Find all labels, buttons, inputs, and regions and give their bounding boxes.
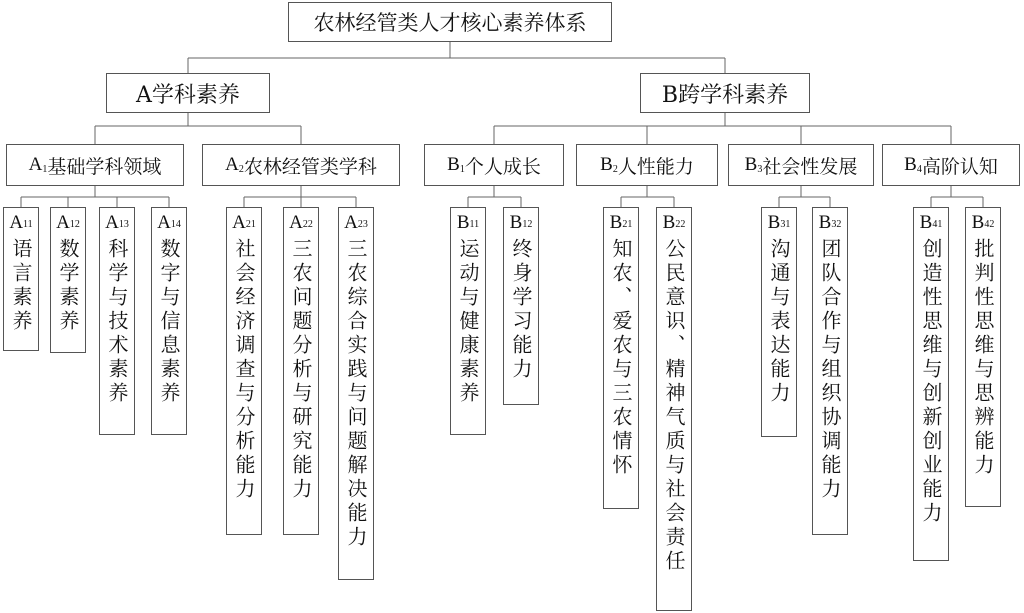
node-a2 <box>202 144 400 186</box>
node-a11-sub: 11 <box>23 219 33 230</box>
node-a14 <box>151 207 187 435</box>
node-b32-sub: 32 <box>831 219 842 230</box>
node-b3 <box>728 144 874 186</box>
node-b1-sub: 1 <box>459 164 465 175</box>
node-b22-letter: B <box>662 212 676 233</box>
node-b3-letter: B <box>744 154 758 175</box>
node-a12-sub: 12 <box>69 219 80 230</box>
node-a21-sub: 21 <box>245 219 256 230</box>
node-b21-letter: B <box>609 212 623 233</box>
node-a22-letter: A <box>289 212 303 233</box>
node-b11-sub: 11 <box>469 219 480 230</box>
node-a14-text: 数字与信息素养 <box>157 238 181 406</box>
node-b3-label: 社会性发展 <box>762 155 858 178</box>
node-b11-text: 运动与健康素养 <box>456 238 480 406</box>
node-a-label: A学科素养 <box>136 82 240 108</box>
node-b4-sub: 4 <box>916 164 922 175</box>
node-b4 <box>882 144 1020 186</box>
node-a23-sub: 23 <box>357 219 368 230</box>
node-b2 <box>576 144 718 186</box>
node-a11-letter: A <box>9 212 24 233</box>
node-b11 <box>450 207 486 435</box>
node-a14-letter: A <box>157 212 171 233</box>
node-a22-sub: 22 <box>302 219 313 230</box>
node-a23-letter: A <box>344 212 358 233</box>
node-a22 <box>283 207 319 535</box>
node-b3-sub: 3 <box>757 164 763 175</box>
node-b32 <box>812 207 848 535</box>
node-b42 <box>965 207 1001 507</box>
node-b41-text: 创造性思维与创新创业能力 <box>919 238 943 526</box>
node-a2-sub: 2 <box>238 164 244 175</box>
node-b12-letter: B <box>509 212 523 233</box>
node-a21 <box>226 207 262 535</box>
node-a1-label: 基础学科领域 <box>47 155 162 178</box>
node-b1-letter: B <box>447 154 460 175</box>
node-b21 <box>603 207 639 509</box>
node-b-label: B跨学科素养 <box>661 82 789 108</box>
node-a12-text: 数学素养 <box>56 238 80 334</box>
node-b31-sub: 31 <box>780 219 791 230</box>
node-a2-letter: A <box>225 154 239 175</box>
node-b21-text: 知农、爱农与三农情怀 <box>609 238 633 478</box>
node-a13 <box>99 207 135 435</box>
node-b2-label: 人性能力 <box>617 155 694 178</box>
node-a <box>106 73 270 113</box>
node-a14-sub: 14 <box>170 219 181 230</box>
node-a21-text: 社会经济调查与分析能力 <box>232 238 256 502</box>
node-a1 <box>6 144 184 186</box>
node-b32-letter: B <box>818 212 832 233</box>
node-b31 <box>761 207 797 437</box>
node-a11 <box>3 207 39 351</box>
node-a23 <box>338 207 374 580</box>
node-b12-sub: 12 <box>522 219 533 230</box>
node-a2-label: 农林经管类学科 <box>243 155 377 178</box>
node-b11-letter: B <box>456 212 470 233</box>
node-a13-text: 科学与技术素养 <box>105 238 129 406</box>
node-b41 <box>913 207 949 561</box>
node-b12-text: 终身学习能力 <box>509 238 533 382</box>
root-label: 农林经管类人才核心素养体系 <box>313 11 587 35</box>
node-b4-letter: B <box>904 154 917 175</box>
node-b42-letter: B <box>971 212 985 233</box>
node-b22-sub: 22 <box>675 219 686 230</box>
node-a13-letter: A <box>105 212 119 233</box>
node-b32-text: 团队合作与组织协调能力 <box>818 238 842 502</box>
node-b1-label: 个人成长 <box>464 155 541 178</box>
node-b31-text: 沟通与表达能力 <box>767 238 791 406</box>
node-b42-text: 批判性思维与思辨能力 <box>971 238 995 478</box>
node-b12 <box>503 207 539 405</box>
node-a22-text: 三农问题分析与研究能力 <box>289 238 313 502</box>
node-b41-letter: B <box>919 212 933 233</box>
node-a11-text: 语言素养 <box>9 238 33 334</box>
node-a21-letter: A <box>232 212 246 233</box>
node-a12-letter: A <box>56 212 70 233</box>
node-b2-sub: 2 <box>612 164 618 175</box>
node-b22-text: 公民意识、精神气质与社会责任 <box>662 238 686 574</box>
node-b31-letter: B <box>767 212 781 233</box>
node-a13-sub: 13 <box>118 219 129 230</box>
node-b1 <box>424 144 564 186</box>
node-b41-sub: 41 <box>932 219 943 230</box>
node-b <box>640 73 810 113</box>
node-b2-letter: B <box>600 154 613 175</box>
node-b21-sub: 21 <box>622 219 633 230</box>
node-a1-letter: A <box>28 154 43 175</box>
node-b22 <box>656 207 692 611</box>
node-a23-text: 三农综合实践与问题解决能力 <box>344 238 368 550</box>
node-a1-sub: 1 <box>42 164 48 175</box>
node-b42-sub: 42 <box>984 219 995 230</box>
root-node <box>288 2 612 42</box>
node-a12 <box>50 207 86 353</box>
node-b4-label: 高阶认知 <box>921 155 998 178</box>
